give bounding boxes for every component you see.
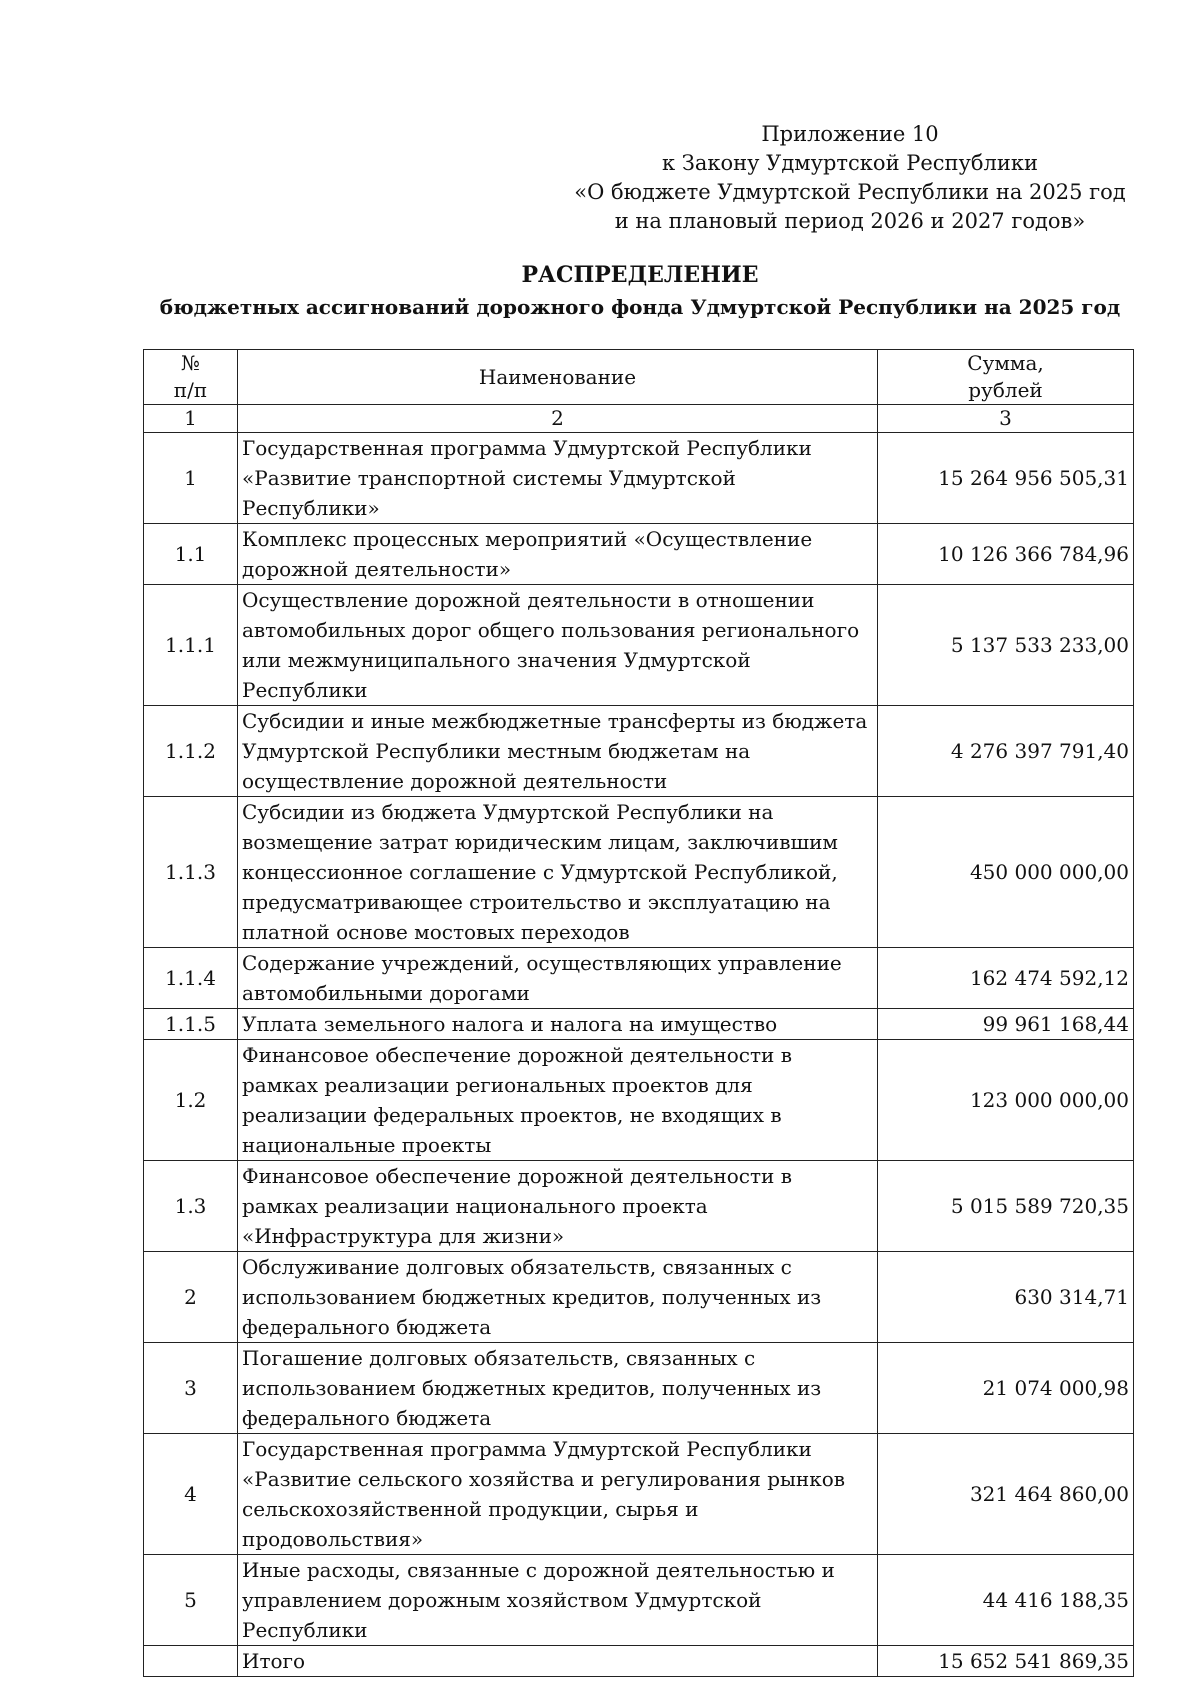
table-row bbox=[144, 797, 1134, 948]
header-sum-line1: Сумма, bbox=[967, 351, 1044, 375]
row-number: 1.2 bbox=[144, 1040, 238, 1161]
row-sum: 21 074 000,98 bbox=[878, 1343, 1134, 1434]
table-row bbox=[144, 1555, 1134, 1646]
appendix-line-4: и на плановый период 2026 и 2027 годов» bbox=[614, 209, 1086, 233]
row-number: 3 bbox=[144, 1343, 238, 1434]
row-name: Уплата земельного налога и налога на имущество bbox=[238, 1009, 878, 1040]
row-sum: 162 474 592,12 bbox=[878, 948, 1134, 1009]
row-name: Комплекс процессных мероприятий «Осуществление дорожной деятельности» bbox=[238, 524, 878, 585]
table-row bbox=[144, 433, 1134, 524]
appendix-line-1: Приложение 10 bbox=[761, 122, 939, 146]
total-label: Итого bbox=[238, 1646, 878, 1677]
header-sum-line2: рублей bbox=[968, 378, 1043, 402]
table-row bbox=[144, 1161, 1134, 1252]
row-sum: 99 961 168,44 bbox=[878, 1009, 1134, 1040]
row-number: 1.1.2 bbox=[144, 706, 238, 797]
header-num-line1: № bbox=[181, 351, 200, 375]
row-name: Погашение долговых обязательств, связанных с использованием бюджетных кредитов, полученных из федерального бюджета bbox=[238, 1343, 878, 1434]
budget-table bbox=[143, 349, 1134, 1677]
row-sum: 123 000 000,00 bbox=[878, 1040, 1134, 1161]
table-row bbox=[144, 1343, 1134, 1434]
total-sum: 15 652 541 869,35 bbox=[878, 1646, 1134, 1677]
row-number: 2 bbox=[144, 1252, 238, 1343]
column-index-1: 1 bbox=[144, 405, 238, 433]
row-sum: 630 314,71 bbox=[878, 1252, 1134, 1343]
row-name: Обслуживание долговых обязательств, связанных с использованием бюджетных кредитов, полученных из федерального бюджета bbox=[238, 1252, 878, 1343]
header-num bbox=[144, 350, 238, 405]
column-index-3: 3 bbox=[878, 405, 1134, 433]
total-number-cell bbox=[144, 1646, 238, 1677]
row-sum: 10 126 366 784,96 bbox=[878, 524, 1134, 585]
row-sum: 321 464 860,00 bbox=[878, 1434, 1134, 1555]
document-subtitle: бюджетных ассигнований дорожного фонда Удмуртской Республики на 2025 год bbox=[159, 295, 1121, 319]
row-name: Содержание учреждений, осуществляющих управление автомобильными дорогами bbox=[238, 948, 878, 1009]
table-row bbox=[144, 524, 1134, 585]
column-index-2: 2 bbox=[238, 405, 878, 433]
document-title: РАСПРЕДЕЛЕНИЕ bbox=[521, 262, 759, 288]
row-name: Субсидии и иные межбюджетные трансферты из бюджета Удмуртской Республики местным бюджетам на осуществление дорожной деятельности bbox=[238, 706, 878, 797]
table-header-row bbox=[144, 350, 1134, 405]
row-sum: 15 264 956 505,31 bbox=[878, 433, 1134, 524]
table-row bbox=[144, 706, 1134, 797]
row-number: 1.1.3 bbox=[144, 797, 238, 948]
table-row bbox=[144, 585, 1134, 706]
row-name: Финансовое обеспечение дорожной деятельности в рамках реализации национального проекта «Инфраструктура для жизни» bbox=[238, 1161, 878, 1252]
table-row bbox=[144, 1040, 1134, 1161]
row-number: 1.1.4 bbox=[144, 948, 238, 1009]
appendix-header bbox=[560, 120, 1140, 236]
row-name: Субсидии из бюджета Удмуртской Республики на возмещение затрат юридическим лицам, заключившим концессионное соглашение с Удмуртской Республикой, предусматривающее строительство и эксплуатацию на платной основе мостовых переходов bbox=[238, 797, 878, 948]
row-number: 1 bbox=[144, 433, 238, 524]
header-num-line2: п/п bbox=[173, 378, 208, 402]
row-number: 1.3 bbox=[144, 1161, 238, 1252]
total-row bbox=[144, 1646, 1134, 1677]
row-sum: 5 015 589 720,35 bbox=[878, 1161, 1134, 1252]
appendix-line-2: к Закону Удмуртской Республики bbox=[661, 151, 1039, 175]
table-row bbox=[144, 1434, 1134, 1555]
table-row bbox=[144, 1009, 1134, 1040]
header-name: Наименование bbox=[238, 350, 878, 405]
row-name: Иные расходы, связанные с дорожной деятельностью и управлением дорожным хозяйством Удмуртской Республики bbox=[238, 1555, 878, 1646]
row-number: 1.1.5 bbox=[144, 1009, 238, 1040]
row-sum: 5 137 533 233,00 bbox=[878, 585, 1134, 706]
row-sum: 44 416 188,35 bbox=[878, 1555, 1134, 1646]
table-row bbox=[144, 948, 1134, 1009]
row-name: Государственная программа Удмуртской Республики «Развитие транспортной системы Удмуртской Республики» bbox=[238, 433, 878, 524]
row-number: 4 bbox=[144, 1434, 238, 1555]
row-number: 1.1.1 bbox=[144, 585, 238, 706]
row-name: Осуществление дорожной деятельности в отношении автомобильных дорог общего пользования регионального или межмуниципального значения Удмуртской Республики bbox=[238, 585, 878, 706]
table-row bbox=[144, 1252, 1134, 1343]
row-sum: 4 276 397 791,40 bbox=[878, 706, 1134, 797]
row-name: Государственная программа Удмуртской Республики «Развитие сельского хозяйства и регулирования рынков сельскохозяйственной продукции, сырья и продовольствия» bbox=[238, 1434, 878, 1555]
row-number: 1.1 bbox=[144, 524, 238, 585]
row-sum: 450 000 000,00 bbox=[878, 797, 1134, 948]
row-name: Финансовое обеспечение дорожной деятельности в рамках реализации региональных проектов для реализации федеральных проектов, не входящих в национальные проекты bbox=[238, 1040, 878, 1161]
column-index-row bbox=[144, 405, 1134, 433]
appendix-line-3: «О бюджете Удмуртской Республики на 2025 год bbox=[574, 180, 1126, 204]
header-sum bbox=[878, 350, 1134, 405]
row-number: 5 bbox=[144, 1555, 238, 1646]
